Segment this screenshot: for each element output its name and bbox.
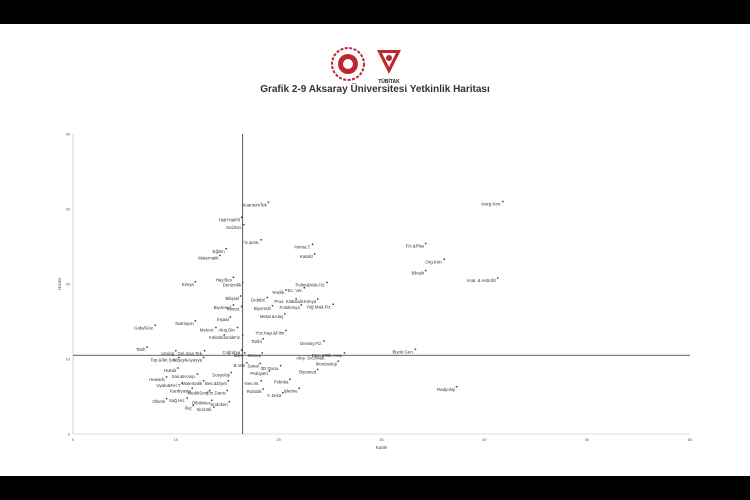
data-point	[242, 334, 244, 336]
data-point	[215, 327, 217, 329]
data-point	[285, 330, 287, 332]
y-tick-label: 10	[65, 356, 70, 362]
data-point	[230, 372, 232, 374]
data-point-label: B.Veri	[233, 362, 246, 368]
data-point	[456, 386, 458, 388]
y-axis-title: Hızım	[57, 278, 62, 290]
data-point	[243, 224, 245, 226]
data-point-label: Sair.&Komp.	[171, 374, 196, 380]
data-point	[425, 270, 427, 272]
data-point-label: Fiz.&Plas	[405, 243, 425, 249]
data-point	[289, 378, 291, 380]
data-point-label: Akış.Din.	[218, 327, 237, 333]
data-point-label: Biyomüh	[253, 305, 271, 311]
data-point	[337, 360, 339, 362]
data-point-label: Robotik	[246, 389, 262, 395]
data-point-label: Hewarlc	[149, 377, 166, 383]
data-point-label: Denizcilik	[222, 282, 242, 288]
data-point-label: KuantumTek	[242, 202, 267, 208]
data-point	[259, 363, 261, 365]
data-point-label: Tarih	[136, 347, 146, 353]
data-point	[175, 350, 177, 352]
data-point	[260, 380, 262, 382]
data-point-label: Yenilik	[271, 290, 285, 296]
data-point-label: SuÜrün.	[226, 224, 243, 230]
x-tick-label: 20	[276, 437, 281, 442]
data-point-label: Polim&Nük.Fiz.	[295, 282, 326, 288]
data-point-label: Fiz.&Ast.	[242, 239, 260, 245]
slide	[0, 24, 750, 476]
data-point	[344, 352, 346, 354]
data-point	[241, 216, 243, 218]
chart-title: Grafik 2-9 Aksaray Üniversitesi Yetkinlik Haritası	[260, 84, 490, 95]
data-point-label: Metal &Alaş	[259, 314, 284, 320]
data-point-label: Hay.Bes	[215, 277, 232, 283]
data-point	[323, 340, 325, 342]
x-axis-title: Katile	[375, 445, 388, 450]
scatter-chart	[0, 24, 750, 476]
y-tick-label: 20	[65, 281, 70, 287]
data-point-label: İşletme	[283, 388, 298, 394]
data-point	[262, 388, 264, 390]
data-point	[502, 201, 504, 203]
data-point	[317, 369, 319, 371]
x-tick-label: 10	[173, 437, 179, 442]
data-point-label: İnşaat	[216, 317, 229, 323]
data-point-label: Mimar.	[226, 306, 241, 312]
x-tick-label: 30	[379, 437, 384, 442]
data-point-label: Meteor.	[199, 327, 215, 333]
data-point	[314, 253, 316, 255]
data-point	[312, 243, 314, 245]
data-point	[204, 350, 206, 352]
data-point	[191, 387, 193, 389]
y-tick-label: 30	[65, 206, 70, 212]
data-point	[227, 380, 229, 382]
data-point-label: Sanal	[247, 363, 259, 369]
data-point-label: Denwiy.Fiz.	[300, 341, 323, 347]
data-point-label: Yoğ.Mad.Fiz.	[306, 304, 332, 310]
data-point-label: Kimya	[181, 281, 194, 287]
data-point-label: Gıda/Güv.	[134, 325, 154, 331]
data-point-label: İnorg.Kim.	[481, 201, 502, 207]
data-point-label: Biyomed.	[213, 305, 232, 311]
data-point	[225, 248, 227, 250]
data-point	[267, 201, 269, 203]
data-point	[186, 397, 188, 399]
data-point-label: Akış. Sıcı/Mak.	[296, 355, 326, 361]
point-labels	[134, 202, 501, 413]
data-point-label: Bes.&Diyet	[205, 380, 227, 386]
data-point-label: Bileşik	[411, 270, 425, 276]
data-point-label: İmmünoloji	[315, 361, 337, 367]
data-point	[317, 298, 319, 300]
data-point-label: Anima.T.	[294, 244, 312, 250]
data-point	[177, 367, 179, 369]
data-point-label: Eğitim	[212, 248, 225, 254]
data-point	[240, 295, 242, 297]
data-point-label: Kökeb.	[208, 335, 223, 341]
data-point	[266, 297, 268, 299]
data-point	[272, 305, 274, 307]
data-point-label: AtomikFiz.	[220, 335, 242, 341]
data-point-label: Polinka	[274, 379, 289, 385]
data-point	[284, 313, 286, 315]
data-point-label: Sinir.Bil.	[196, 407, 213, 413]
data-point-label: Top.&İlet.Sos.	[150, 357, 178, 363]
data-point	[260, 239, 262, 241]
data-point	[285, 289, 287, 291]
data-point-label: Nutrisyon	[175, 320, 194, 326]
data-point-label: Hukuk	[163, 368, 177, 374]
x-tick-label: 40	[482, 437, 487, 442]
data-point-label: Gıdabil.	[250, 297, 266, 303]
data-point-label: Ekm.&Ntb.Araş.	[311, 353, 343, 359]
data-point-label: Tarihi	[251, 338, 262, 344]
data-point	[166, 376, 168, 378]
data-point	[332, 303, 334, 305]
data-point-label: Kataliz	[299, 254, 314, 260]
data-point-label: Ofsets	[152, 398, 166, 404]
data-point-label: Psikiyatri	[250, 371, 268, 377]
data-point-label: Matematik	[198, 255, 219, 261]
data-point	[241, 306, 243, 308]
data-point	[443, 258, 445, 260]
data-point-label: Güneş	[247, 353, 261, 359]
data-point	[146, 346, 148, 348]
data-point-label: Sağ.Hiz.	[169, 398, 186, 404]
data-point	[326, 282, 328, 284]
data-point-label: Biyok.Gen.	[392, 349, 414, 355]
x-tick-label: 60	[687, 437, 693, 442]
data-point-label: Biyomed	[299, 369, 317, 375]
data-point	[280, 365, 282, 367]
data-point-label: Bilişsel	[225, 296, 240, 302]
data-point	[203, 357, 205, 359]
x-tick-label: 50	[584, 437, 590, 442]
data-point-label: İlaç	[184, 405, 192, 411]
data-point	[262, 338, 264, 340]
data-point-label: Köşey&Ayasya	[172, 357, 203, 363]
data-point	[497, 277, 499, 279]
data-point-label: Ofbilimler	[191, 400, 211, 406]
data-point	[300, 304, 302, 306]
data-point-label: Sosyoloji	[212, 372, 230, 378]
data-point	[226, 390, 228, 392]
data-point-label: 3D Dona.	[260, 365, 280, 371]
data-point-label: En. Ver.	[287, 287, 303, 293]
data-point-label: Gel.İnsa.Tek.	[177, 350, 204, 356]
data-point	[242, 282, 244, 284]
data-point	[194, 320, 196, 322]
data-point-label: Matematik	[181, 380, 203, 386]
data-point-label: Urolog	[161, 350, 175, 356]
data-point-label: Analit.Kimya	[291, 299, 317, 305]
x-tick-label: 0	[71, 437, 75, 442]
data-point	[233, 304, 235, 306]
data-point-label: Coğrafya	[222, 350, 241, 356]
data-point	[298, 387, 300, 389]
data-point	[166, 398, 168, 400]
y-tick-label: 40	[65, 131, 70, 137]
data-point	[425, 243, 427, 245]
data-point	[211, 399, 213, 401]
data-point	[219, 255, 221, 257]
data-point	[194, 281, 196, 283]
tubitak-logo-text: TÜBİTAK	[378, 79, 400, 85]
data-point	[244, 352, 246, 354]
data-point-label: Kardiyasta	[170, 388, 191, 394]
data-point-label: MedikSory	[187, 390, 209, 396]
data-point-label: Endokrin	[210, 401, 228, 407]
data-point-label: Anal. & Astrofiz	[466, 278, 497, 284]
data-point	[241, 349, 243, 351]
data-point-label: Em.Danis	[206, 390, 226, 396]
data-point	[197, 373, 199, 375]
data-point	[229, 316, 231, 318]
data-point-label: Pros. Kim.	[274, 299, 295, 305]
data-point	[261, 352, 263, 354]
data-point-label: Org.Kim.	[425, 259, 443, 265]
y-tick-label: 0	[67, 431, 70, 437]
data-point	[233, 276, 235, 278]
data-point-label: Radyoloji	[437, 386, 456, 392]
data-point-label: Fotokimya	[279, 305, 300, 311]
data-point	[237, 327, 239, 329]
data-point-label: Hidr/YakPil	[218, 217, 241, 223]
data-point-label: Yüz.Kap.&Film	[255, 330, 285, 336]
data-point-label: Uyalu&Fel.T	[156, 383, 181, 389]
data-point	[415, 348, 417, 350]
data-point	[228, 401, 230, 403]
data-point-label: Nes.Int.	[244, 380, 260, 386]
data-point-label: Bilim	[233, 353, 244, 359]
data-point-label: Y. Zeka	[266, 392, 282, 398]
data-point	[154, 324, 156, 326]
